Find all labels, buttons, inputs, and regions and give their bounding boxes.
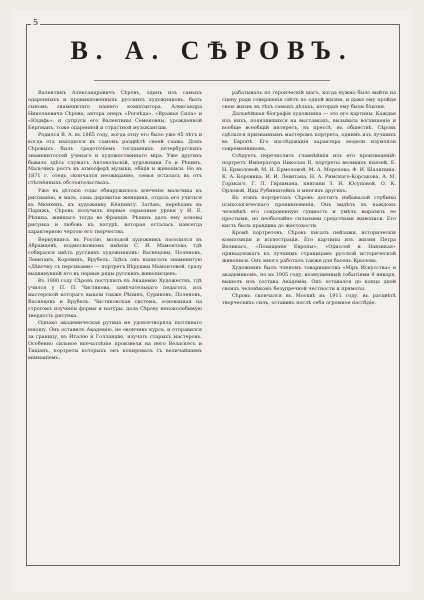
- paragraph: Валентинъ Александровичъ Сѣровъ, одинъ изъ самыхъ одаренныхъ и проникновенныхъ русскихъ художниковъ, былъ сыномъ знаменитаго нашего композитора, Александра Николаевича Сѣрова, автора оперъ «Рогнѣда», «Вражья Сила» и «Юдифь», и супруги его Валентины Семеновны, урожденной Бергманъ, тоже одаренной и страстной музыкантши.: [28, 90, 202, 131]
- paragraph: Художникъ былъ членомъ товарищества «Міръ Искусства» и академикомъ, но въ 1905 году, возмущенный событіями 9 января, вышелъ изъ состава Академіи. Онъ оставался до конца дней своихъ человѣкомъ безупречной честности и прямоты.: [222, 265, 396, 292]
- page-number: 5: [33, 18, 39, 27]
- paragraph: Дальнѣйшая біографія художника — это его картины. Каждая изъ нихъ, появлявшихся на выставкахъ, вызывала восхищеніе и вообще всеобщій интересъ, въ прессѣ, въ обществѣ. Сѣровъ сдѣлался признаннымъ мастеромъ портрета, однимъ изъ лучшихъ въ Европѣ. Его изслѣдованія характера модели изумляли современниковъ.: [222, 111, 396, 152]
- paragraph: Однако академическая рутина не удовлетворяла пытливаго юношу. Онъ оставилъ Академію, не окончивъ курса, и отправился за границу, въ Италію и Голландію, изучать старыхъ мастеровъ. Особенно сильное впечатлѣніе произвели на него Веласкесъ и Тиціанъ, портреты которыхъ онъ копировалъ съ величайшимъ вниманіемъ.: [28, 320, 202, 361]
- paragraph: Кромѣ портретовъ, Сѣровъ писалъ пейзажи, историческія композиціи и иллюстраціи. Его картины изъ жизни Петра Великаго, «Похищеніе Европы», «Одиссей и Навзикая» принадлежатъ къ лучшимъ страницамъ русской исторической живописи. Онъ много работалъ также для басенъ Крылова.: [222, 230, 396, 264]
- paragraph: Вернувшись въ Россію, молодой художникъ поселился въ Абрамцевѣ, подмосковномъ имѣніи С. И. Мамонтова, гдѣ собирался цвѣтъ русскихъ художниковъ: Васнецовы, Поленовъ, Левитанъ, Коровинъ, Врубель. Здѣсь онъ написалъ знаменитую «Дѣвочку съ персиками» — портретъ Вѣрушки Мамонтовой, сразу выдвинувшій его въ первые ряды русскихъ живописцевъ.: [28, 236, 202, 278]
- title-divider: [94, 80, 330, 81]
- paragraph: Родился В. А. въ 1865 году, когда отцу его было уже 45 лѣтъ и когда отъ находился въ самомъ разцвѣтѣ своей славы. Домъ Сѣровыхъ былъ средоточіемъ тогдашнихъ петербургскихъ знаменитостей ученаго и художественнаго міра. Уже другихъ бывало здѣсь служатъ Антокольскій, художники Ге и Рѣпинъ. Мальчикъ ростъ въ атмосферѣ музыки, общія и живописи. Но въ 1871 г. отецъ скончался неожиданно, семья осталась въ отъ стѣснённыхъ обстоятельствахъ.: [28, 131, 202, 187]
- paragraph: Слѣдуетъ перечислить главнѣйшія изъ его произведеній: портретъ Императора Николая II, портреты великихъ князей, Е. Н. Ермоловой, М. Н. Ермоловой, М. А. Морозова, Ф. И. Шаляпина, К. А. Коровина, И. И. Левитана, Н. А. Римскаго-Корсакова, А. М. Горькаго, Г. Л. Гиршмана, княгини З. Н. Юсуповой, О. К. Орловой, Иды Рубинштейнъ и многихъ другихъ.: [222, 153, 396, 194]
- text-column-right: [222, 90, 396, 575]
- page: [14, 10, 410, 592]
- paragraph: Уже въ дѣтскіе годы обнаружилось влеченіе мальчика къ рисованію, и мать, сама даровитая женщина, отдала его учиться въ Мюнхенъ, къ художнику Кёппингу. Затѣмъ, переѣхавъ въ Парижъ, Сѣровъ получилъ первые серьезные уроки у И. Е. Рѣпина, жившаго тогда во Франціи. Рѣпинъ далъ ему основы рисунка и любовь къ натурѣ, которая осталась навсегда характерною чертою его творчества.: [28, 187, 202, 236]
- text-column-left: [28, 90, 202, 575]
- page-title: В. А. СѢРОВЪ.: [70, 36, 354, 65]
- paragraph: Сѣровъ скончался въ Москвѣ въ 1911 году, въ расцвѣтѣ творческихъ силъ, оставивъ послѣ себя огромное наслѣдіе.: [222, 293, 396, 307]
- paragraph: рабатывалъ по героическій шагъ, когда нужно было выйти на сцену ради совершенія свѣтъ по одной жизни, и даже ему пройдя свою жизнь въ тѣхъ самыхъ дѣлахъ, которыя ему были близки.: [222, 90, 396, 110]
- paragraph: Въ этихъ портретахъ Сѣровъ достигъ небывалой глубины психологическаго проникновенія. Онъ видѣлъ въ каждомъ человѣкѣ его сокровенную сущность и умѣлъ выразить ее простыми, но необычайно сильными средствами живописи. Его кисть была правдива до жестокости.: [222, 195, 396, 229]
- paragraph: Въ 1880 году Сѣровъ поступилъ въ Академію Художествъ, гдѣ учился у П. П. Чистякова, замѣчательнаго педагога, изъ мастерской котораго вышли также Рѣпинъ, Суриковъ, Поленовъ, Васнецовъ и Врубель. Чистяковская система, основанная на строгомъ изученіи формы и натуры, дала Сѣрову непоколебимую твердость рисунка.: [28, 278, 202, 319]
